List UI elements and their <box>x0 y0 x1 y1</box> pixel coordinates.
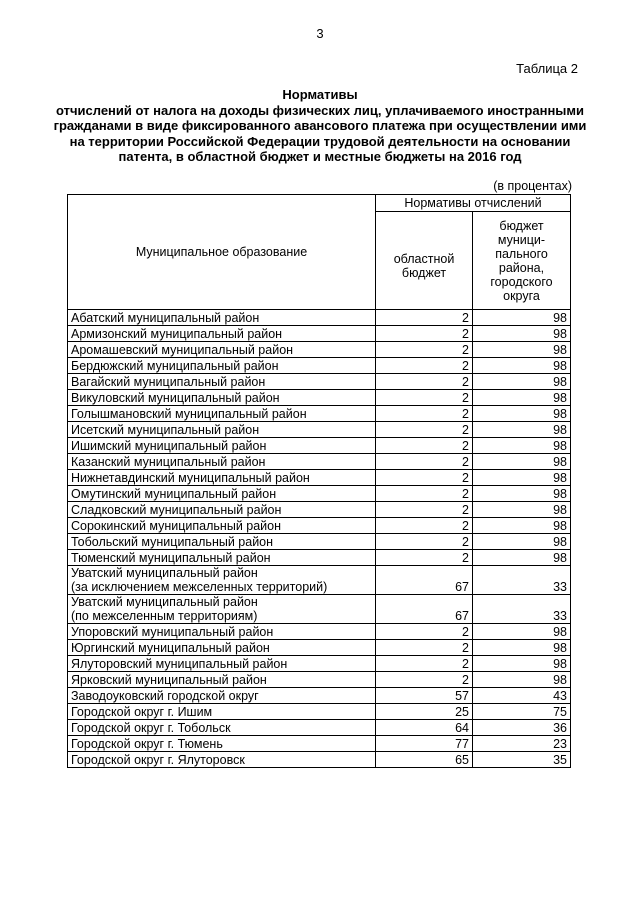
municipality-name <box>68 688 376 704</box>
table-label: Таблица 2 <box>516 61 578 76</box>
header-regional-budget <box>376 212 473 310</box>
municipality-name <box>68 640 376 656</box>
municipal-budget-value: 98 <box>473 422 571 438</box>
municipality-name-line: Сорокинский муниципальный район <box>71 518 282 533</box>
table-row <box>68 595 571 624</box>
regional-budget-value: 2 <box>376 438 473 454</box>
table-row <box>68 358 571 374</box>
municipality-name-line: Городской округ г. Тобольск <box>71 720 231 735</box>
regional-budget-value: 2 <box>376 550 473 566</box>
municipality-name-line: Аромашевский муниципальный район <box>71 342 294 357</box>
regional-budget-value: 2 <box>376 454 473 470</box>
municipality-name-line: Упоровский муниципальный район <box>71 624 274 639</box>
municipality-name <box>68 390 376 406</box>
regional-budget-value: 2 <box>376 470 473 486</box>
municipality-name-line: Исетский муниципальный район <box>71 422 260 437</box>
municipal-budget-value: 98 <box>473 454 571 470</box>
table-row <box>68 752 571 768</box>
regional-budget-value: 25 <box>376 704 473 720</box>
municipal-budget-value: 98 <box>473 486 571 502</box>
municipality-name-line: Викуловский муниципальный район <box>71 390 280 405</box>
municipality-name-line: Сладковский муниципальный район <box>71 502 282 517</box>
title-line: отчислений от налога на доходы физических лиц, уплачиваемого иностранными <box>55 102 585 118</box>
regional-budget-value: 2 <box>376 326 473 342</box>
table-row <box>68 422 571 438</box>
municipality-name <box>68 704 376 720</box>
municipality-name-line: Ялуторовский муниципальный район <box>71 656 288 671</box>
header-norms-group: Нормативы отчислений <box>376 195 571 212</box>
header-text-line: пального <box>495 246 548 261</box>
municipal-budget-value: 98 <box>473 358 571 374</box>
municipality-name-line: Бердюжский муниципальный район <box>71 358 279 373</box>
regional-budget-value: 2 <box>376 502 473 518</box>
municipality-name-line: (по межселенным территориям) <box>71 609 258 623</box>
table-row <box>68 326 571 342</box>
header-municipality: Муниципальное образование <box>68 195 376 310</box>
title-heading: Нормативы <box>282 87 358 102</box>
municipality-name-line: Омутинский муниципальный район <box>71 486 277 501</box>
header-text-line: бюджет <box>401 265 447 280</box>
document-title <box>40 87 600 165</box>
municipal-budget-value: 98 <box>473 550 571 566</box>
municipal-budget-value: 98 <box>473 374 571 390</box>
municipality-name <box>68 374 376 390</box>
municipality-name-line: Казанский муниципальный район <box>71 454 266 469</box>
municipality-name-line: Уватский муниципальный район <box>71 566 258 580</box>
regional-budget-value: 2 <box>376 422 473 438</box>
title-line: гражданами в виде фиксированного авансового платежа при осуществлении ими <box>53 118 587 133</box>
regional-budget-value: 67 <box>376 566 473 595</box>
table-header <box>68 195 571 310</box>
municipality-name <box>68 422 376 438</box>
header-municipal-budget <box>473 212 571 310</box>
municipal-budget-value: 33 <box>473 595 571 624</box>
table-row <box>68 672 571 688</box>
table-row <box>68 534 571 550</box>
municipal-budget-value: 98 <box>473 390 571 406</box>
header-text-line: городского <box>490 274 553 289</box>
regional-budget-value: 2 <box>376 624 473 640</box>
municipal-budget-value: 36 <box>473 720 571 736</box>
municipality-name <box>68 502 376 518</box>
municipal-budget-value: 23 <box>473 736 571 752</box>
table-row <box>68 688 571 704</box>
table-row <box>68 704 571 720</box>
municipality-name-line: Вагайский муниципальный район <box>71 374 266 389</box>
header-text-line: областной <box>393 251 455 266</box>
municipality-name <box>68 518 376 534</box>
municipality-name-line: Нижнетавдинский муниципальный район <box>71 470 310 485</box>
table-row <box>68 624 571 640</box>
municipality-name <box>68 454 376 470</box>
municipal-budget-value: 98 <box>473 624 571 640</box>
regional-budget-value: 2 <box>376 486 473 502</box>
table-row <box>68 390 571 406</box>
municipality-name-line: Голышмановский муниципальный район <box>71 406 307 421</box>
municipal-budget-value: 98 <box>473 502 571 518</box>
table-row <box>68 486 571 502</box>
municipal-budget-value: 35 <box>473 752 571 768</box>
table-row <box>68 406 571 422</box>
municipal-budget-value: 98 <box>473 470 571 486</box>
municipal-budget-value: 98 <box>473 438 571 454</box>
municipal-budget-value: 98 <box>473 342 571 358</box>
municipality-name <box>68 326 376 342</box>
municipal-budget-value: 43 <box>473 688 571 704</box>
municipality-name <box>68 752 376 768</box>
table-row <box>68 550 571 566</box>
municipality-name-line: Армизонский муниципальный район <box>71 326 283 341</box>
table-row <box>68 736 571 752</box>
municipality-name <box>68 550 376 566</box>
table-row <box>68 566 571 595</box>
table-row <box>68 720 571 736</box>
regional-budget-value: 2 <box>376 656 473 672</box>
municipality-name-line: Ярковский муниципальный район <box>71 672 267 687</box>
municipality-name-line: Городской округ г. Ялуторовск <box>71 752 245 767</box>
table-row <box>68 502 571 518</box>
municipal-budget-value: 98 <box>473 518 571 534</box>
municipal-budget-value: 75 <box>473 704 571 720</box>
regional-budget-value: 65 <box>376 752 473 768</box>
regional-budget-value: 67 <box>376 595 473 624</box>
regional-budget-value: 64 <box>376 720 473 736</box>
municipality-name-line: Юргинский муниципальный район <box>71 640 270 655</box>
regional-budget-value: 2 <box>376 358 473 374</box>
table-row <box>68 374 571 390</box>
municipality-name-line: Тобольский муниципальный район <box>71 534 274 549</box>
header-text-line: муници- <box>497 232 546 247</box>
municipal-budget-value: 98 <box>473 406 571 422</box>
municipality-name-line: Ишимский муниципальный район <box>71 438 267 453</box>
municipality-name <box>68 534 376 550</box>
regional-budget-value: 57 <box>376 688 473 704</box>
table-row <box>68 640 571 656</box>
municipal-budget-value: 98 <box>473 326 571 342</box>
table-row <box>68 310 571 326</box>
municipality-name-line: (за исключением межселенных территорий) <box>71 580 328 594</box>
regional-budget-value: 2 <box>376 534 473 550</box>
title-line: патента, в областной бюджет и местные бюджеты на 2016 год <box>118 149 522 164</box>
regional-budget-value: 2 <box>376 640 473 656</box>
regional-budget-value: 2 <box>376 672 473 688</box>
regional-budget-value: 2 <box>376 518 473 534</box>
municipal-budget-value: 98 <box>473 534 571 550</box>
regional-budget-value: 2 <box>376 406 473 422</box>
table-body <box>68 310 571 768</box>
municipality-name-line: Городской округ г. Тюмень <box>71 736 223 751</box>
municipal-budget-value: 98 <box>473 640 571 656</box>
regional-budget-value: 2 <box>376 310 473 326</box>
municipality-name <box>68 438 376 454</box>
municipal-budget-value: 98 <box>473 656 571 672</box>
municipality-name-line: Уватский муниципальный район <box>71 595 258 609</box>
regional-budget-value: 2 <box>376 390 473 406</box>
header-text-line: бюджет <box>499 218 544 233</box>
municipality-name <box>68 486 376 502</box>
municipal-budget-value: 33 <box>473 566 571 595</box>
regional-budget-value: 2 <box>376 374 473 390</box>
municipality-name-line: Абатский муниципальный район <box>71 310 260 325</box>
municipality-name-line: Заводоуковский городской округ <box>71 688 259 703</box>
regional-budget-value: 2 <box>376 342 473 358</box>
table-row <box>68 454 571 470</box>
table-row <box>68 342 571 358</box>
municipality-name-line: Тюменский муниципальный район <box>71 550 271 565</box>
regional-budget-value: 77 <box>376 736 473 752</box>
page-number: 3 <box>316 26 324 41</box>
municipality-name <box>68 595 376 624</box>
municipality-name <box>68 358 376 374</box>
norms-table <box>67 194 571 768</box>
municipal-budget-value: 98 <box>473 672 571 688</box>
table-row <box>68 518 571 534</box>
municipality-name <box>68 470 376 486</box>
units-note: (в процентах) <box>493 179 572 193</box>
table-row <box>68 656 571 672</box>
header-text-line: округа <box>503 288 540 303</box>
municipality-name <box>68 736 376 752</box>
municipality-name <box>68 406 376 422</box>
municipality-name <box>68 342 376 358</box>
municipality-name <box>68 672 376 688</box>
municipality-name <box>68 566 376 595</box>
municipality-name <box>68 310 376 326</box>
municipal-budget-value: 98 <box>473 310 571 326</box>
header-text-line: района, <box>498 260 545 275</box>
municipality-name <box>68 720 376 736</box>
table-row <box>68 438 571 454</box>
title-line: на территории Российской Федерации трудовой деятельности на основании <box>69 133 571 149</box>
table-row <box>68 470 571 486</box>
municipality-name-line: Городской округ г. Ишим <box>71 704 213 719</box>
municipality-name <box>68 624 376 640</box>
municipality-name <box>68 656 376 672</box>
